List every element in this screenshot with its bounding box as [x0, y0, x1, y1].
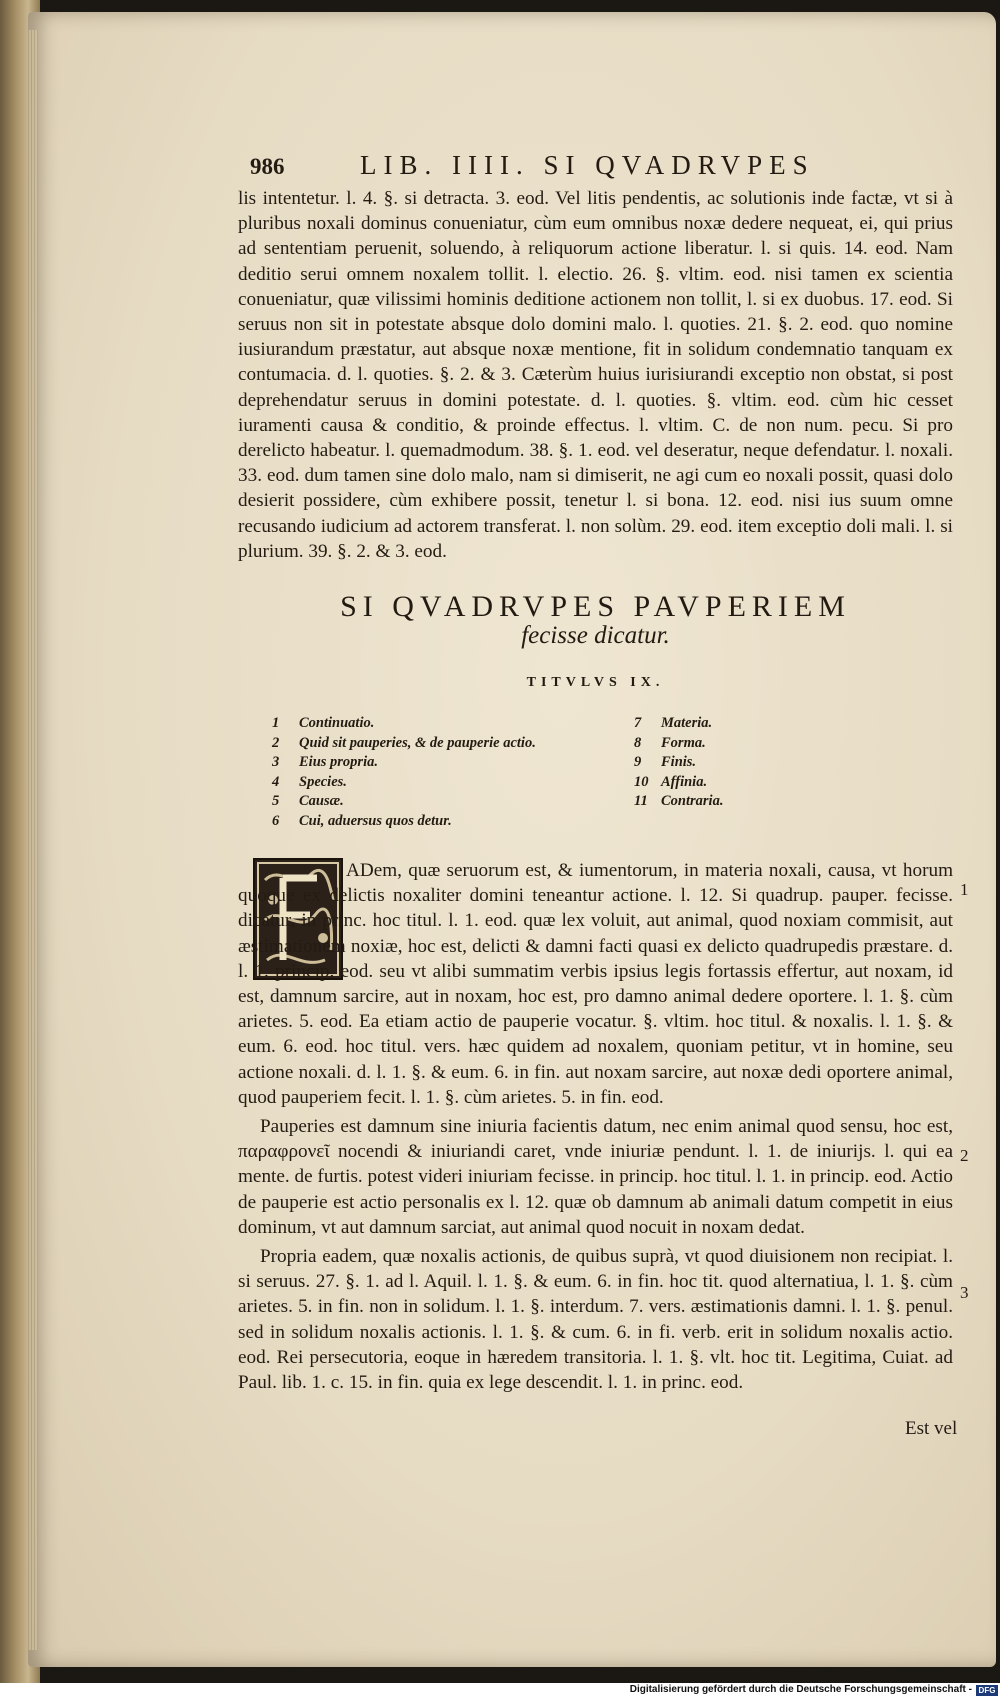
summary-item — [272, 812, 536, 832]
summary-number: 3 — [272, 754, 280, 770]
funding-credit: Digitalisierung gefördert durch die Deutsche Forschungsgemeinschaft - — [629, 1684, 972, 1695]
summary-number: 4 — [272, 773, 280, 790]
summary-number: 1 — [272, 715, 280, 731]
summary-number: 9 — [634, 754, 642, 770]
paragraph-3: Propria eadem, quæ noxalis actionis, de quibus suprà, vt quod diuisionem non recipiat. l. si seruus. 27. §. 1. ad l. Aquil. l. 1. §. & eum. 6. in fin. hoc tit. quod alternatiua, l. 1. §. cùm arietes. 5. in fin. non in solidum. l. 1. §. interdum. 7. vers. æstimationis damni. l. 1. §. penul. sed in solidum noxalis actionis. l. 1. §. & cum. 6. in fi. verb. erit in solidum noxalis actio. eod. Rei persecutoria, eoque in hæredem transitoria. l. 1. §. vlt. hoc tit. Legitima, Cuiat. ad Paul. lib. 1. c. 15. in fin. quia ex lege descendit. l. 1. in princ. eod. — [238, 1246, 953, 1394]
summary-item — [272, 773, 536, 793]
summary-label: Forma. — [661, 734, 706, 751]
summary-item — [272, 734, 536, 754]
summary-number: 11 — [634, 793, 648, 809]
summary-label: Materia. — [661, 715, 713, 731]
summary-item — [634, 714, 723, 734]
summary-item — [634, 773, 723, 793]
top-paragraph-block — [238, 186, 953, 564]
summary-item — [272, 792, 536, 812]
summary-column-right — [634, 714, 723, 812]
summary-item — [634, 734, 723, 754]
paragraph-2: Pauperies est damnum sine iniuria facientis datum, nec enim animal quod sensu, hoc est, παραφρονεῖ nocendi & iniuriandi caret, vnde iniuriæ pendunt. l. 1. de iniurijs. l. qui ea mente. de furtis. potest videri iniuriam fecisse. in princip. hoc titul. l. 1. in princip. eod. Actio de pauperie est actio personalis ex l. 12. quæ ob damnum ab animali datum competit in eius dominum, vt aut damnum sarciat, aut animal quod nocuit in noxam dedat. — [238, 1116, 953, 1238]
summary-label: Affinia. — [661, 773, 708, 790]
summary-item — [272, 753, 536, 773]
summary-number: 6 — [272, 812, 280, 829]
summary-number: 5 — [272, 793, 280, 809]
summary-column-left — [272, 714, 536, 831]
summary-item — [634, 792, 723, 812]
page-gutter — [28, 30, 38, 1650]
section-title-sub: fecisse dicatur. — [521, 622, 670, 649]
top-paragraph: lis intentetur. l. 4. §. si detracta. 3. eod. Vel litis pendentis, ac solutionis inde factæ, vt si à pluribus noxali dominus conueniatur, cùm eum omnibus noxæ dedere nequeat, ei, qui prius ad sententiam peruenit, soluendo, à reliquorum actione liberatur. l. si quis. 14. eod. Nam deditio serui omnem noxalem tollit. l. electio. 26. §. vltim. eod. nisi tamen ex scientia conueniatur, quæ vilissimi hominis deditione actionem non tollit, l. si ex duobus. 17. eod. Si seruus non sit in potestate absque dolo domini malo. l. quoties. 21. §. 2. eod. quo nomine iusiurandum præstatur, aut absque noxæ mentione, fit in solidum condemnatio tanquam ex contumacia. d. l. quoties. §. 2. & 3. Cæterùm huius iurisiurandi exceptio non obstat, si post deprehendatur seruus in domini potestate. d. l. quoties. §. vltim. eod. cùm hic cesset iuramenti causa & conditio, & proinde effectus. l. vltim. C. de non num. pecu. Si pro derelicto habeatur. l. quemadmodum. 38. §. 1. eod. vel deseratur, neque defendatur. l. noxali. 33. eod. dum tamen sine dolo malo, nam si dimiserit, ne agi cum eo noxali possit, quasi dolo desierit possidere, cùm exhibere possit, tenetur l. si bona. 12. eod. nisi ius suum omne recusando iudicium ad actorem transferat. l. non solùm. 29. eod. item exceptio doli mali. l. si plurium. 39. §. 2. & 3. eod. — [238, 188, 953, 562]
margin-number: 1 — [960, 880, 969, 899]
summary-item — [272, 714, 536, 734]
page-number: 986 — [250, 154, 285, 179]
paragraph-1: ADem, quæ seruorum est, & iumentorum, in materia noxali, causa, vt horum quoque ex delictis noxaliter domini teneantur actione. l. 12. Si quadrup. pauper. fecisse. dicatur, in princ. hoc titul. l. 1. eod. quæ lex voluit, aut animal, quod noxiam commisit, aut æstimationem noxiæ, hoc est, delicti & damni facti quasi ex delicto quadrupedis præstare. d. l. 1. princip. eod. seu vt alibi summatim verbis ipsius legis fortassis effertur, aut noxam, id est, damnum sarcire, aut in noxam, hoc est, pro damno animal dedere oportere. l. 1. §. cùm arietes. 5. eod. Ea etiam actio de pauperie vocatur. §. vltim. hoc titul. & noxalis. l. 1. §. & eum. 6. eod. hoc titul. vers. hæc quidem ad noxalem, quoniam petitur, vt in homine, seu actione noxali. d. l. 1. §. & eum. 6. in fin. aut noxam sarcire, aut noxæ dedi oportere animal, quod pauperiem fecit. l. 1. §. cùm arietes. 5. in fin. eod. — [238, 860, 953, 1108]
summary-item — [634, 753, 723, 773]
summary-label: Causæ. — [299, 793, 344, 809]
summary-label: Finis. — [661, 754, 697, 770]
footer-bar — [0, 1683, 1000, 1699]
titulus-heading: TITVLVS IX. — [526, 675, 665, 690]
margin-number: 3 — [960, 1283, 969, 1302]
summary-label: Eius propria. — [299, 754, 378, 770]
summary-label: Continuatio. — [299, 715, 375, 731]
body-text — [238, 858, 953, 1395]
summary-label: Quid sit pauperies, & de pauperie actio. — [299, 734, 536, 751]
catchword: Est vel — [905, 1418, 958, 1439]
summary-number: 8 — [634, 734, 642, 751]
section-title-main: SI QVADRVPES PAVPERIEM — [340, 590, 851, 623]
section-title — [238, 590, 953, 650]
summary-label: Species. — [299, 773, 347, 790]
running-title: LIB. IIII. SI QVADRVPES — [360, 150, 815, 180]
summary-label: Contraria. — [661, 793, 724, 809]
summary-number: 7 — [634, 715, 642, 731]
summary-number: 2 — [272, 734, 280, 751]
summary-label: Cui, aduersus quos detur. — [299, 812, 452, 829]
margin-number: 2 — [960, 1146, 969, 1165]
dfg-logo: DFG — [976, 1685, 998, 1696]
summary-number: 10 — [634, 773, 649, 790]
